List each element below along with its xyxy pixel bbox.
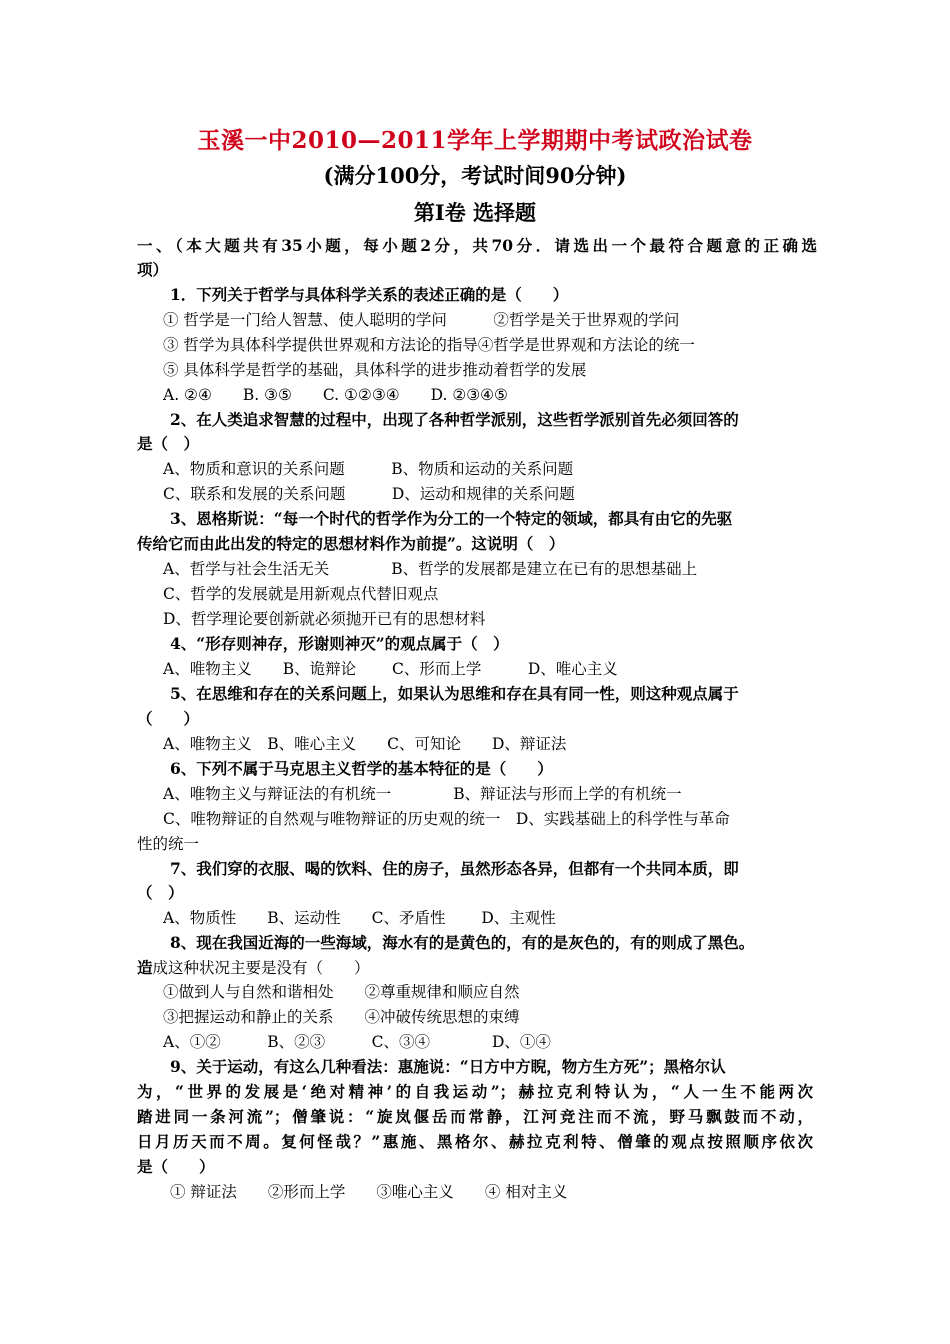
q1-line-3: ⑤ 具体科学是哲学的基础，具体科学的进步推动着哲学的发展 [163, 361, 587, 379]
q7-stem-2: （ ） [137, 883, 184, 902]
q5-options: A、唯物主义 B、唯心主义 C、可知论 D、辩证法 [163, 735, 567, 753]
q4-stem: 4、“形存则神存，形谢则神灭”的观点属于（ ） [170, 634, 509, 653]
q6-stem: 6、下列不属于马克思主义哲学的基本特征的是（ ） [170, 759, 553, 778]
q8-line-1: ①做到人与自然和谐相处 ②尊重规律和顺应自然 [163, 983, 520, 1001]
q3-stem-1: 3、恩格斯说：“每一个时代的哲学作为分工的一个特定的领域，都具有由它的先驱 [170, 509, 733, 528]
q9-options: ① 辩证法 ②形而上学 ③唯心主义 ④ 相对主义 [170, 1183, 568, 1201]
q9-stem-5: 是（ ） [137, 1157, 215, 1176]
q9-stem-1: 9、关于运动，有这么几种看法：惠施说：“日方中方睨，物方生方死”；黑格尔认 [170, 1057, 726, 1076]
q6-options-2: C、唯物辩证的自然观与唯物辩证的历史观的统一 D、实践基础上的科学性与革命 [163, 810, 730, 828]
q5-stem-1: 5、在思维和存在的关系问题上，如果认为思维和存在具有同一性，则这种观点属于 [170, 684, 739, 703]
q2-options-1: A、物质和意识的关系问题 B、物质和运动的关系问题 [163, 460, 574, 478]
q2-stem-1: 2、在人类追求智慧的过程中，出现了各种哲学派别，这些哲学派别首先必须回答的 [170, 410, 739, 429]
q2-options-2: C、联系和发展的关系问题 D、运动和规律的关系问题 [163, 485, 575, 503]
q9-stem-2: 为，“世界的发展是‘绝对精神’的自我运动”；赫拉克利特认为，“人一生不能两次 [137, 1082, 813, 1101]
q6-options-1: A、唯物主义与辩证法的有机统一 B、辩证法与形而上学的有机统一 [163, 785, 682, 803]
q5-stem-2: （ ） [137, 709, 200, 728]
exam-subtitle: (满分100分，考试时间90分钟) [323, 163, 627, 188]
q8-stem-2 [137, 957, 817, 979]
q3-options-2: C、哲学的发展就是用新观点代替旧观点 [163, 585, 439, 603]
q1-options: A. ②④ B. ③⑤ C. ①②③④ D. ②③④⑤ [163, 386, 508, 404]
q1-line-2: ③ 哲学为具体科学提供世界观和方法论的指导④哲学是世界观和方法论的统一 [163, 336, 695, 354]
instructions-line-2: 项） [137, 260, 169, 279]
q8-stem-1: 8、现在我国近海的一些海域，海水有的是黄色的，有的是灰色的，有的则成了黑色。 [170, 933, 755, 952]
q8-line-2: ③把握运动和静止的关系 ④冲破传统思想的束缚 [163, 1008, 520, 1026]
q3-stem-2: 传给它而由此出发的特定的思想材料作为前提”。这说明（ ） [137, 534, 565, 553]
q8-options: A、①② B、②③ C、③④ D、①④ [163, 1033, 551, 1051]
q1-line-1: ① 哲学是一门给人智慧、使人聪明的学问 ②哲学是关于世界观的学问 [163, 311, 680, 329]
exam-title: 玉溪一中2010—2011学年上学期期中考试政治试卷 [197, 127, 753, 154]
q3-options-3: D、哲学理论要创新就必须抛开已有的思想材料 [163, 610, 486, 628]
q8-stem-2-rest: 成这种状况主要是没有（ ） [152, 959, 370, 977]
q4-options: A、唯物主义 B、诡辩论 C、形而上学 D、唯心主义 [163, 660, 618, 678]
q3-options-1: A、哲学与社会生活无关 B、哲学的发展都是建立在已有的思想基础上 [163, 560, 698, 578]
q7-stem-1: 7、我们穿的衣服、喝的饮料、住的房子，虽然形态各异，但都有一个共同本质，即 [170, 859, 739, 878]
q9-stem-4: 日月历天而不周。复何怪哉？”惠施、黑格尔、赫拉克利特、僧肇的观点按照顺序依次 [137, 1132, 813, 1151]
q1-stem: 1．下列关于哲学与具体科学关系的表述正确的是（ ） [170, 285, 569, 304]
q7-options: A、物质性 B、运动性 C、矛盾性 D、主观性 [163, 909, 556, 927]
q6-options-3: 性的统一 [137, 835, 200, 853]
section-heading: 第I卷 选择题 [413, 200, 537, 225]
q2-stem-2: 是（ ） [137, 434, 200, 453]
q9-stem-3: 踏进同一条河流”；僧肇说：“旋岚偃岳而常静，江河竞注而不流，野马飘鼓而不动， [137, 1107, 813, 1126]
q8-stem-2-bold: 造 [137, 958, 153, 977]
instructions-line-1: 一、（本大题共有35小题，每小题2分，共70分．请选出一个最符合题意的正确选 [137, 236, 817, 255]
